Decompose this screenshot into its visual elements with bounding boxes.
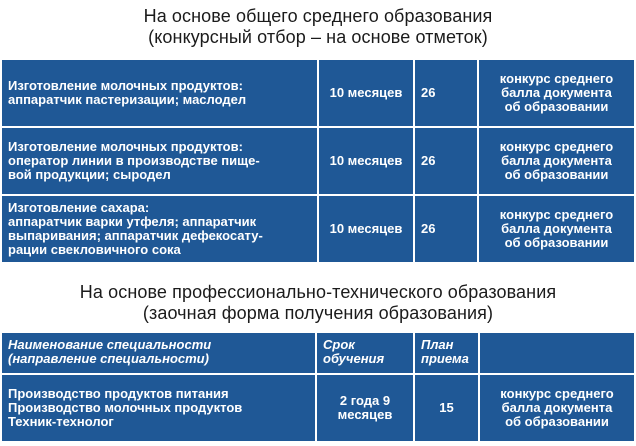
specialty-cell <box>2 60 317 126</box>
specialty-line: вой продукции; сыродел <box>8 167 171 182</box>
basis-cell <box>480 375 634 441</box>
basis-line: балла документа <box>501 153 612 168</box>
plan-cell: 26 <box>415 60 477 126</box>
specialty-line: выпаривания; аппаратчик дефекосату- <box>8 228 263 243</box>
header-line: приема <box>421 351 469 366</box>
basis-line: балла документа <box>501 400 613 415</box>
general-secondary-table <box>0 58 636 264</box>
section-subtitle: (конкурсный отбор – на основе отметок) <box>148 27 488 47</box>
header-specialty <box>2 333 315 373</box>
header-line: обучения <box>323 351 385 366</box>
specialty-cell <box>2 128 317 194</box>
section-title: На основе общего среднего образования <box>143 6 493 26</box>
basis-line: об образовании <box>504 235 609 250</box>
term-line: месяцев <box>337 407 393 422</box>
basis-line: об образовании <box>505 414 609 429</box>
specialty-line: Изготовление сахара: <box>8 200 150 215</box>
header-term <box>317 333 413 373</box>
specialty-line: аппаратчик пастеризации; маслодел <box>8 92 247 107</box>
specialty-line: Техник-технолог <box>8 414 114 429</box>
basis-line: об образовании <box>504 167 609 182</box>
section-general-secondary-heading <box>0 6 636 47</box>
basis-line: балла документа <box>501 85 612 100</box>
basis-line: конкурс среднего <box>499 139 614 154</box>
term-line: 2 года 9 <box>339 393 391 408</box>
section-subtitle: (заочная форма получения образования) <box>142 303 494 323</box>
specialty-cell <box>2 196 317 262</box>
basis-line: конкурс среднего <box>500 386 614 401</box>
basis-line: балла документа <box>501 221 612 236</box>
specialty-line: Изготовление молочных продуктов: <box>8 139 243 154</box>
specialty-line: аппаратчик варки утфеля; аппаратчик <box>8 214 257 229</box>
term-cell <box>317 375 413 441</box>
section-vocational-heading <box>0 282 636 323</box>
header-line: Срок <box>323 337 355 352</box>
basis-cell <box>479 196 634 262</box>
header-plan <box>415 333 478 373</box>
term-cell: 10 месяцев <box>319 196 413 262</box>
basis-line: об образовании <box>504 99 609 114</box>
specialty-cell <box>2 375 315 441</box>
specialty-line: Производство молочных продуктов <box>8 400 243 415</box>
header-line: Наименование специальности <box>8 337 212 352</box>
specialty-line: Изготовление молочных продуктов: <box>8 78 243 93</box>
term-cell: 10 месяцев <box>319 60 413 126</box>
vocational-table <box>0 331 636 443</box>
basis-cell <box>479 60 634 126</box>
table-row <box>2 196 634 262</box>
term-cell: 10 месяцев <box>319 128 413 194</box>
plan-cell: 15 <box>415 375 478 441</box>
specialty-line: рации свекловичного сока <box>8 242 181 257</box>
header-basis <box>480 333 634 373</box>
basis-cell <box>479 128 634 194</box>
basis-line: конкурс среднего <box>499 71 614 86</box>
plan-cell: 26 <box>415 196 477 262</box>
specialty-line: оператор линии в производстве пище- <box>8 153 260 168</box>
table-row <box>2 375 634 441</box>
specialty-line: Производство продуктов питания <box>8 386 229 401</box>
basis-line: конкурс среднего <box>499 207 614 222</box>
table-row <box>2 60 634 126</box>
header-line: План <box>421 337 454 352</box>
header-line: (направление специальности) <box>8 351 209 366</box>
section-title: На основе профессионально-технического образования <box>79 282 557 302</box>
table-header-row <box>2 333 634 373</box>
table-row <box>2 128 634 194</box>
plan-cell: 26 <box>415 128 477 194</box>
